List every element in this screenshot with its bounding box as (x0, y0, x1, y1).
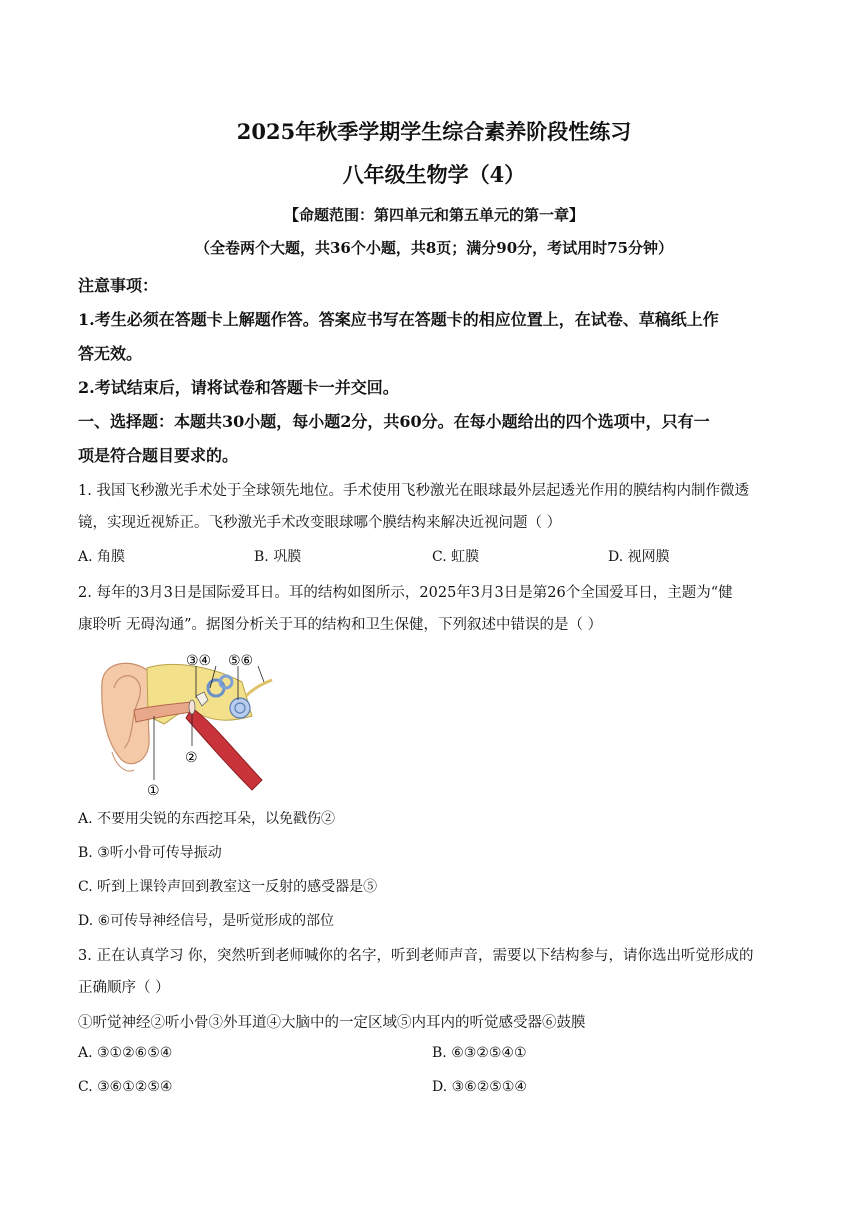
eardrum-shape (189, 700, 195, 714)
question-2-option-c[interactable]: C. 听到上课铃声回到教室这一反射的感受器是⑤ (78, 879, 378, 895)
figure-label-5-6: ⑤⑥ (228, 653, 254, 669)
question-2-option-b[interactable]: B. ③听小骨可传导振动 (78, 845, 222, 861)
note-item-2: 2.考试结束后，请将试卷和答题卡一并交回。 (78, 378, 399, 397)
leader-line-6 (258, 666, 264, 682)
exam-scope: 【命题范围：第四单元和第五单元的第一章】 (283, 206, 584, 224)
question-1-option-b[interactable]: B. 巩膜 (254, 549, 302, 565)
exam-info: （全卷两个大题，共36个小题，共8页；满分90分，考试用时75分钟） (194, 239, 674, 257)
question-1-option-d[interactable]: D. 视网膜 (608, 549, 670, 565)
cochlea-shape (230, 698, 250, 718)
question-2-option-d[interactable]: D. ⑥可传导神经信号，是听觉形成的部位 (78, 913, 335, 929)
figure-label-3-4: ③④ (186, 653, 212, 669)
question-3-line-1: 3. 正在认真学习 你，突然听到老师喊你的名字，听到老师声音，需要以下结构参与，请你选出听觉形成的 (78, 948, 754, 964)
question-3-line-2: 正确顺序（ ） (78, 980, 170, 996)
question-1-line-2: 镜，实现近视矫正。飞秒激光手术改变眼球哪个膜结构来解决近视问题（ ） (78, 515, 562, 531)
question-2-option-a[interactable]: A. 不要用尖锐的东西挖耳朵，以免戳伤② (78, 811, 336, 827)
question-1-line-1: 1. 我国飞秒激光手术处于全球领先地位。手术使用飞秒激光在眼球最外层起透光作用的膜结构内制作微透 (78, 483, 749, 499)
question-2-line-2: 康聆听 无碍沟通”。据图分析关于耳的结构和卫生保健，下列叙述中错误的是（ ） (78, 617, 603, 633)
section-1-heading-line-1: 一、选择题：本题共30小题，每小题2分，共60分。在每小题给出的四个选项中，只有一 (78, 412, 710, 431)
note-item-1-line-2: 答无效。 (78, 344, 143, 363)
note-item-1-line-1: 1.考生必须在答题卡上解题作答。答案应书写在答题卡的相应位置上，在试卷、草稿纸上作 (78, 310, 719, 329)
exam-title: 2025年秋季学期学生综合素养阶段性练习 (236, 119, 632, 144)
notes-heading: 注意事项： (78, 276, 159, 295)
figure-label-2: ② (185, 750, 198, 766)
question-3-items: ①听觉神经②听小骨③外耳道④大脑中的一定区域⑤内耳内的听觉感受器⑥鼓膜 (78, 1015, 586, 1031)
auditory-nerve (246, 680, 272, 696)
ear-structure-figure (92, 652, 274, 798)
question-3-option-b[interactable]: B. ⑥③②⑤④① (432, 1045, 527, 1061)
figure-label-1: ① (147, 783, 160, 798)
question-2-line-1: 2. 每年的3月3日是国际爱耳日。耳的结构如图所示，2025年3月3日是第26个全国爱耳日，主题为“健 (78, 585, 733, 601)
question-1-option-a[interactable]: A. 角膜 (78, 549, 126, 565)
question-3-option-a[interactable]: A. ③①②⑥⑤④ (78, 1045, 173, 1061)
section-1-heading-line-2: 项是符合题目要求的。 (78, 446, 239, 465)
question-3-option-d[interactable]: D. ③⑥②⑤①④ (432, 1079, 527, 1095)
exam-subtitle: 八年级生物学（4） (342, 162, 526, 187)
question-3-option-c[interactable]: C. ③⑥①②⑤④ (78, 1079, 173, 1095)
question-1-option-c[interactable]: C. 虹膜 (432, 549, 480, 565)
